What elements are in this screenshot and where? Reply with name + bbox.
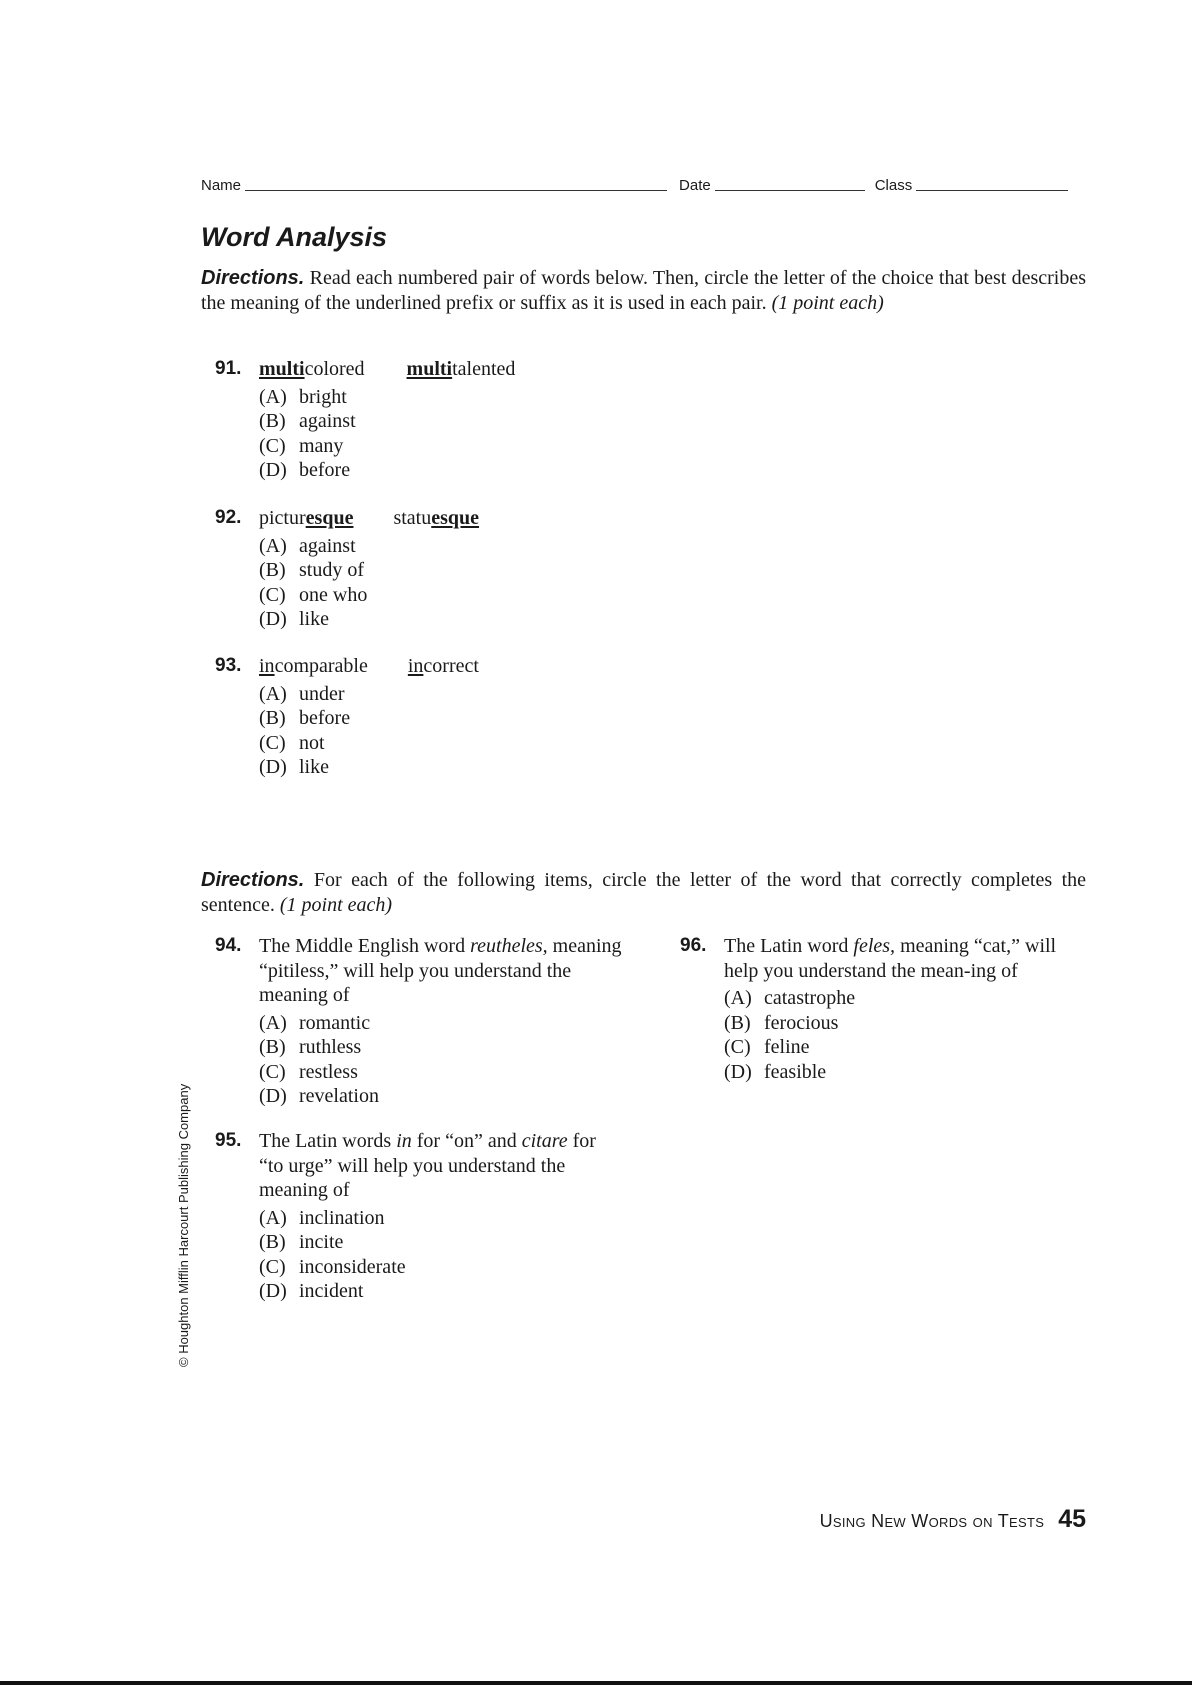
class-field[interactable] xyxy=(916,190,1068,191)
option-a[interactable]: (A) inclination xyxy=(259,1206,385,1229)
answer-options xyxy=(259,682,479,780)
points-note: (1 point each) xyxy=(771,292,884,314)
name-field[interactable] xyxy=(245,190,667,191)
word-1: multicolored xyxy=(259,358,365,380)
page-title: Word Analysis xyxy=(201,222,388,252)
class-label: Class xyxy=(874,177,913,194)
option-c[interactable]: (C) one who xyxy=(259,583,368,606)
question-number: 96. xyxy=(680,935,707,956)
word-pair xyxy=(259,654,479,679)
question-93 xyxy=(215,654,479,780)
option-d[interactable]: (D) like xyxy=(259,608,329,630)
word-2: multitalented xyxy=(406,358,516,380)
option-c[interactable]: (C) not xyxy=(259,731,325,754)
answer-options xyxy=(259,1011,625,1109)
option-b[interactable]: (B) incite xyxy=(259,1231,344,1253)
word-2: statuesque xyxy=(393,507,480,529)
student-info-header xyxy=(201,172,1086,194)
word-2: incorrect xyxy=(407,655,479,677)
answer-options xyxy=(259,385,515,483)
answer-options xyxy=(259,534,479,632)
option-b[interactable]: (B) against xyxy=(259,410,356,432)
option-b[interactable]: (B) ferocious xyxy=(724,1011,839,1034)
option-d[interactable]: (D) before xyxy=(259,459,351,481)
word-pair xyxy=(259,357,515,382)
section2-directions xyxy=(201,868,1086,918)
answer-options xyxy=(724,986,1090,1084)
option-d[interactable]: (D) incident xyxy=(259,1280,364,1302)
answer-options xyxy=(259,1206,625,1304)
directions-label: Directions. xyxy=(201,869,305,891)
option-c[interactable]: (C) feline xyxy=(724,1036,810,1058)
question-stem: The Middle English word reutheles, meaning “pitiless,” will help you understand the meaning of xyxy=(259,935,622,1006)
option-a[interactable]: (A) against xyxy=(259,534,356,557)
word-1: incomparable xyxy=(259,655,368,677)
date-label: Date xyxy=(679,177,711,194)
question-number: 93. xyxy=(215,655,242,676)
option-c[interactable]: (C) many xyxy=(259,434,344,457)
directions-text: For each of the following items, circle the letter of the word that correctly completes the sentence. xyxy=(201,869,1087,916)
question-92 xyxy=(215,506,479,632)
question-stem: The Latin word feles, meaning “cat,” will help you understand the mean-ing of xyxy=(724,935,1057,982)
option-c[interactable]: (C) inconsiderate xyxy=(259,1255,406,1278)
option-d[interactable]: (D) feasible xyxy=(724,1060,827,1083)
question-number: 95. xyxy=(215,1130,242,1151)
question-number: 94. xyxy=(215,935,242,956)
bottom-edge-rule xyxy=(0,1681,1192,1685)
option-b[interactable]: (B) ruthless xyxy=(259,1036,362,1058)
question-number: 91. xyxy=(215,358,242,379)
question-stem: The Latin words in for “on” and citare for “to urge” will help you understand the meaning of xyxy=(259,1130,596,1201)
page-number: 45 xyxy=(1058,1505,1086,1533)
question-95 xyxy=(215,1129,625,1304)
footer-title: Using New Words on Tests xyxy=(819,1511,1045,1531)
date-field[interactable] xyxy=(715,190,865,191)
option-b[interactable]: (B) before xyxy=(259,707,351,729)
question-number: 92. xyxy=(215,507,242,528)
question-96 xyxy=(680,934,1090,1084)
option-a[interactable]: (A) romantic xyxy=(259,1011,371,1034)
question-94 xyxy=(215,934,625,1109)
name-label: Name xyxy=(201,177,242,194)
question-91 xyxy=(215,357,515,483)
directions-text: Read each numbered pair of words below. Then, circle the letter of the choice that best describes the meaning of the underlined prefix or suffix as it is used in each pair. xyxy=(201,267,1086,314)
option-d[interactable]: (D) like xyxy=(259,756,329,778)
option-d[interactable]: (D) revelation xyxy=(259,1085,379,1107)
section1-directions xyxy=(201,266,1086,316)
option-a[interactable]: (A) catastrophe xyxy=(724,987,856,1009)
option-c[interactable]: (C) restless xyxy=(259,1060,358,1083)
option-a[interactable]: (A) bright xyxy=(259,385,347,408)
option-a[interactable]: (A) under xyxy=(259,682,345,705)
option-b[interactable]: (B) study of xyxy=(259,559,364,581)
page-footer xyxy=(780,1505,1086,1534)
word-pair xyxy=(259,506,479,531)
copyright-notice: © Houghton Mifflin Harcourt Publishing Company xyxy=(176,1083,191,1367)
directions-label: Directions. xyxy=(201,267,305,289)
word-1: picturesque xyxy=(259,507,354,529)
points-note: (1 point each) xyxy=(279,894,393,916)
